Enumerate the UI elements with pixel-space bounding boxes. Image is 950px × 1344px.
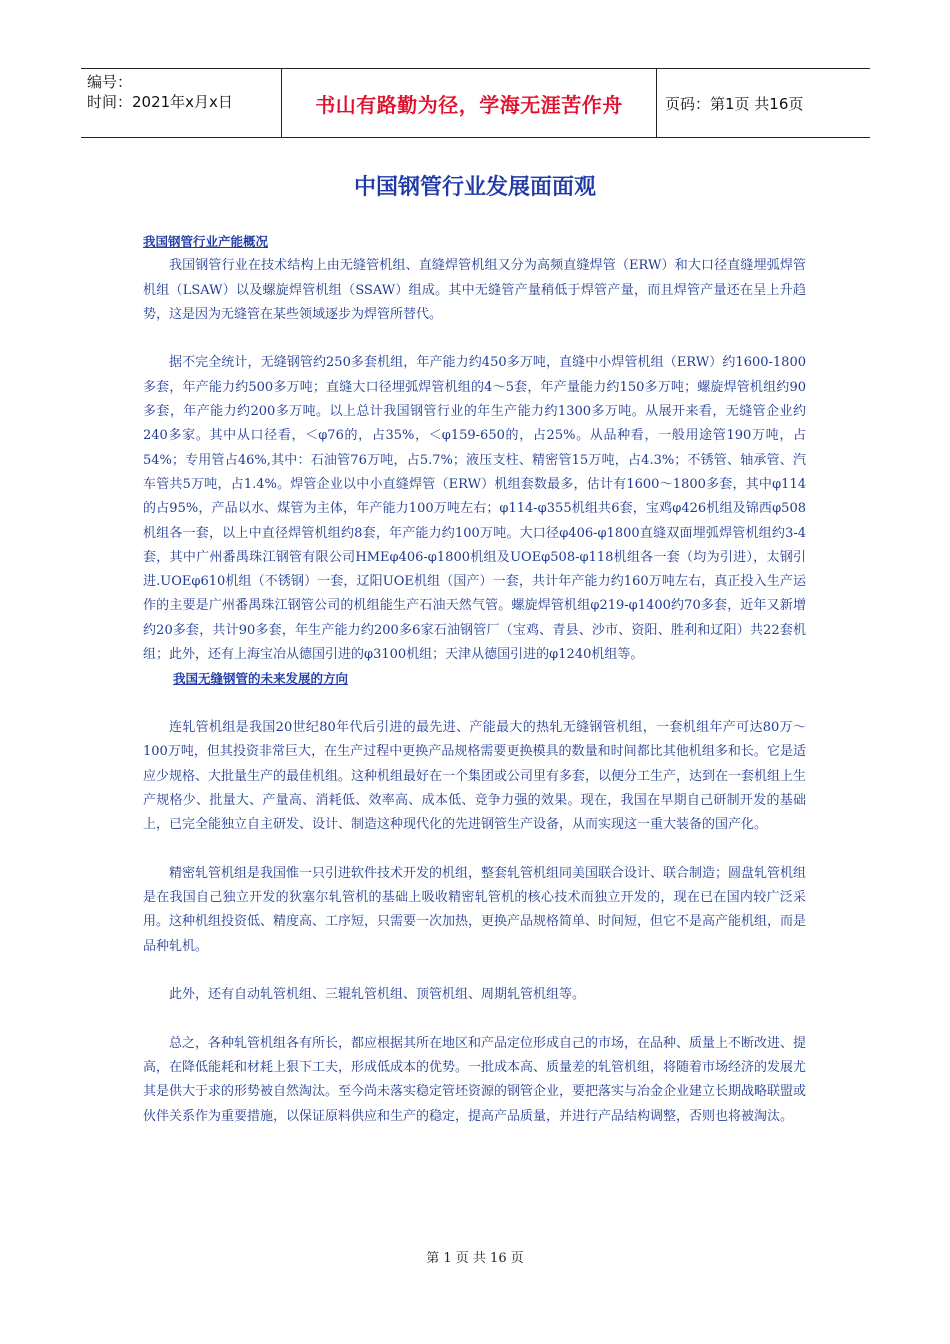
paragraph: 总之，各种轧管机组各有所长，都应根据其所在地区和产品定位形成自己的市场，在品种、质量上不断改进、提高，在降低能耗和材耗上狠下工夫，形成低成本的优势。一批成本高、质量差的轧管机组，将随着市场经济的发展尤其是供大于求的形势被自然淘汰。至今尚未落实稳定管坯资源的钢管企业，要把落实与冶金企业建立长期战略联盟或伙伴关系作为重要措施，以保证原料供应和生产的稳定，提高产品质量，并进行产品结构调整，否则也将被淘汰。 (143, 1035, 807, 1124)
paragraph: 据不完全统计，无缝钢管约250多套机组，年产能力约450多万吨，直缝中小焊管机组（ERW）约1600-1800多套，年产能力约500多万吨；直缝大口径埋弧焊管机组的4～5套，年产量能力约150多万吨；螺旋焊管机组约90多套，年产能力约200多万吨。以上总计我国钢管行业的年生产能力约1300多万吨。从展开来看，无缝管企业约240多家。其中从口径看，＜φ76的，占35%，＜φ159-650的，占25%。从品种看，一般用途管190万吨，占54%；专用管占46%,其中：石油管76万吨，占5.7%；液压支柱、精密管15万吨，占4.3%；不锈管、轴承管、汽车管共5万吨，占1.4%。焊管企业以中小直缝焊管（ERW）机组套数最多，估计有1600～1800多套，其中φ114的占95%，产品以水、煤管为主体，年产能力100万吨左右；φ114-φ355机组共6套，宝鸡φ426机组及锦西φ508机组各一套，以上中直径焊管机组约8套，年产能力约100万吨。大口径φ406-φ1800直缝双面埋弧焊管机组约3-4套，其中广州番禺珠江钢管有限公司HMEφ406-φ1800机组及UOEφ508-φ118机组各一套（均为引进），太钢引进.UOEφ610机组（不锈钢）一套，辽阳UOE机组（国产）一套，共计年产能力约160万吨左右，真正投入生产运作的主要是广州番禺珠江钢管公司的机组能生产石油天然气管。螺旋焊管机组φ219-φ1400约70多套，近年又新增约20多套，共计90多套，年生产能力约200多6家石油钢管厂（宝鸡、青县、沙市、资阳、胜利和辽阳）共22套机组；此外，还有上海宝冶从德国引进的φ3100机组；天津从德国引进的φ1240机组等。 (143, 355, 806, 663)
header-meta (81, 69, 281, 137)
paragraph: 此外，还有自动轧管机组、三辊轧管机组、顶管机组、周期轧管机组等。 (169, 987, 586, 1003)
section-heading-capacity: 我国钢管行业产能概况 (143, 234, 269, 249)
header-table (81, 68, 870, 138)
header-motto: 书山有路勤为径，学海无涯苦作舟 (281, 69, 657, 137)
paragraph: 我国钢管行业在技术结构上由无缝管机组、直缝焊管机组又分为高频直缝焊管（ERW）和大口径直缝埋弧焊管机组（LSAW）以及螺旋焊管机组（SSAW）组成。其中无缝管产量稍低于焊管产量，而且焊管产量还在呈上升趋势，这是因为无缝管在某些领域逐步为焊管所替代。 (143, 258, 806, 322)
paragraph: 连轧管机组是我国20世纪80年代后引进的最先进、产能最大的热轧无缝钢管机组，一套机组年产可达80万～100万吨，但其投资非常巨大，在生产过程中更换产品规格需要更换模具的数量和时间都比其他机组多和长。它是适应少规格、大批量生产的最佳机组。这种机组最好在一个集团或公司里有多套，以便分工生产，达到在一套机组上生产规格少、批量大、产量高、消耗低、效率高、成本低、竞争力强的效果。现在，我国在早期自己研制开发的基础上，已完全能独立自主研发、设计、制造这种现代化的先进钢管生产设备，从而实现这一重大装备的国产化。 (143, 719, 807, 833)
paragraph: 精密轧管机组是我国惟一只引进软件技术开发的机组，整套轧管机组同美国联合设计、联合制造；圆盘轧管机组是在我国自己独立开发的狄塞尔轧管机的基础上吸收精密轧管机的核心技术而独立开发的，现在已在国内较广泛采用。这种机组投资低、精度高、工序短，只需要一次加热，更换产品规格简单、时间短，但它不是高产能机组，而是品种轧机。 (143, 865, 807, 954)
page-footer: 第 1 页 共 16 页 (426, 1251, 524, 1266)
section-heading-future: 我国无缝钢管的未来发展的方向 (173, 671, 349, 687)
header-page-info: 页码：第1页 共16页 (665, 94, 804, 113)
number-label: 编号： (87, 73, 133, 91)
document-title: 中国钢管行业发展面面观 (353, 175, 596, 200)
time-label: 时间：2021年x月x日 (87, 93, 233, 111)
document-body (143, 230, 806, 1129)
